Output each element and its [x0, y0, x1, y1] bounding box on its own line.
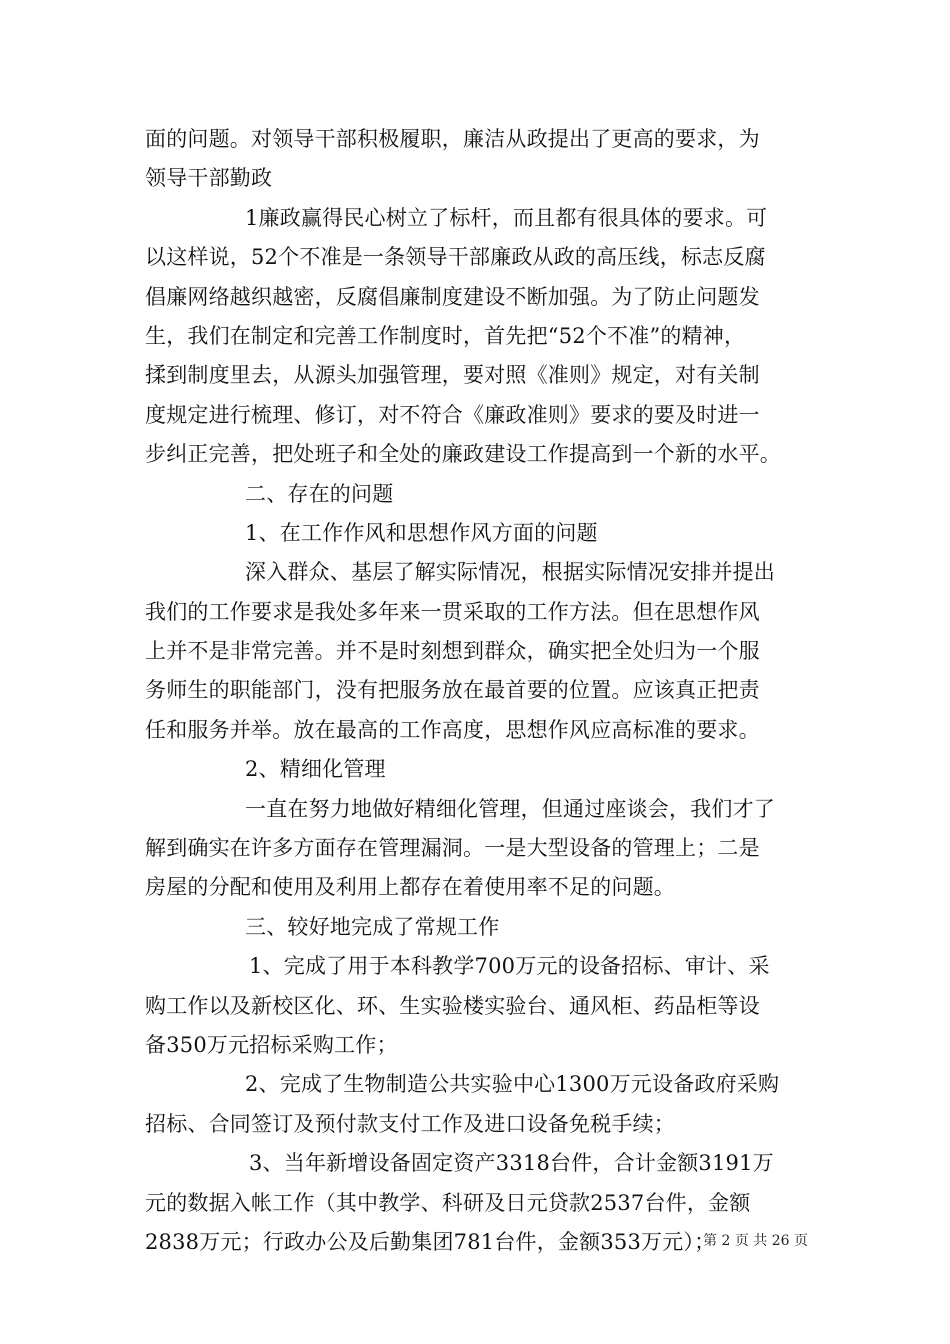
text-line: 1、在工作作风和思想作风方面的问题 — [245, 520, 598, 545]
text-line: 生，我们在制定和完善工作制度时，首先把“52个不准”的精神， — [145, 323, 746, 348]
text-line: 任和服务并举。放在最高的工作高度，思想作风应高标准的要求。 — [145, 717, 760, 742]
text-line: 面的问题。对领导干部积极履职，廉洁从政提出了更高的要求，为 — [145, 127, 760, 151]
text-line: 招标、合同签订及预付款支付工作及进口设备免税手续； — [145, 1111, 675, 1136]
text-line: 3、当年新增设备固定资产3318台件，合计金额3191万 — [249, 1151, 774, 1176]
text-line: 深入群众、基层了解实际情况，根据实际情况安排并提出 — [245, 560, 775, 585]
text-line: 备350万元招标采购工作； — [145, 1032, 398, 1057]
text-line: 元的数据入帐工作（其中教学、科研及日元贷款2537台件，金额 — [145, 1190, 751, 1215]
text-line: 解到确实在许多方面存在管理漏洞。一是大型设备的管理上；二是 — [145, 836, 760, 861]
text-line: 领导干部勤政 — [145, 166, 273, 191]
text-line: 以这样说，52个不准是一条领导干部廉政从政的高压线，标志反腐 — [145, 245, 766, 270]
text-line: 一直在努力地做好精细化管理，但通过座谈会，我们才了 — [245, 796, 775, 821]
text-line: 购工作以及新校区化、环、生实验楼实验台、通风柜、药品柜等设 — [145, 993, 760, 1018]
text-line: 倡廉网络越织越密，反腐倡廉制度建设不断加强。为了防止问题发 — [145, 284, 760, 309]
text-line: 房屋的分配和使用及利用上都存在着使用率不足的问题。 — [145, 875, 675, 900]
text-line: 2、完成了生物制造公共实验中心1300万元设备政府采购 — [245, 1072, 780, 1097]
document-body — [145, 120, 810, 1262]
text-line: 务师生的职能部门，没有把服务放在最首要的位置。应该真正把责 — [145, 678, 760, 703]
text-line: 揉到制度里去，从源头加强管理，要对照《准则》规定，对有关制 — [145, 363, 760, 388]
text-line: 2838万元；行政办公及后勤集团781台件，金额353万元）； — [145, 1229, 716, 1254]
text-line: 步纠正完善，把处班子和全处的廉政建设工作提高到一个新的水平。 — [145, 442, 781, 467]
text-line: 我们的工作要求是我处多年来一贯采取的工作方法。但在思想作风 — [145, 599, 760, 624]
text-line: 1廉政赢得民心树立了标杆，而且都有很具体的要求。可 — [245, 205, 768, 230]
text-line: 2、精细化管理 — [245, 757, 386, 782]
text-line: 1、完成了用于本科教学700万元的设备招标、审计、采 — [249, 954, 770, 979]
text-line: 三、较好地完成了常规工作 — [245, 914, 500, 939]
text-line: 二、存在的问题 — [245, 481, 394, 506]
page-number: 第 2 页 共 26 页 — [703, 1233, 808, 1249]
text-line: 度规定进行梳理、修订，对不符合《廉政准则》要求的要及时进一 — [145, 402, 760, 427]
text-line: 上并不是非常完善。并不是时刻想到群众，确实把全处归为一个服 — [145, 639, 760, 664]
